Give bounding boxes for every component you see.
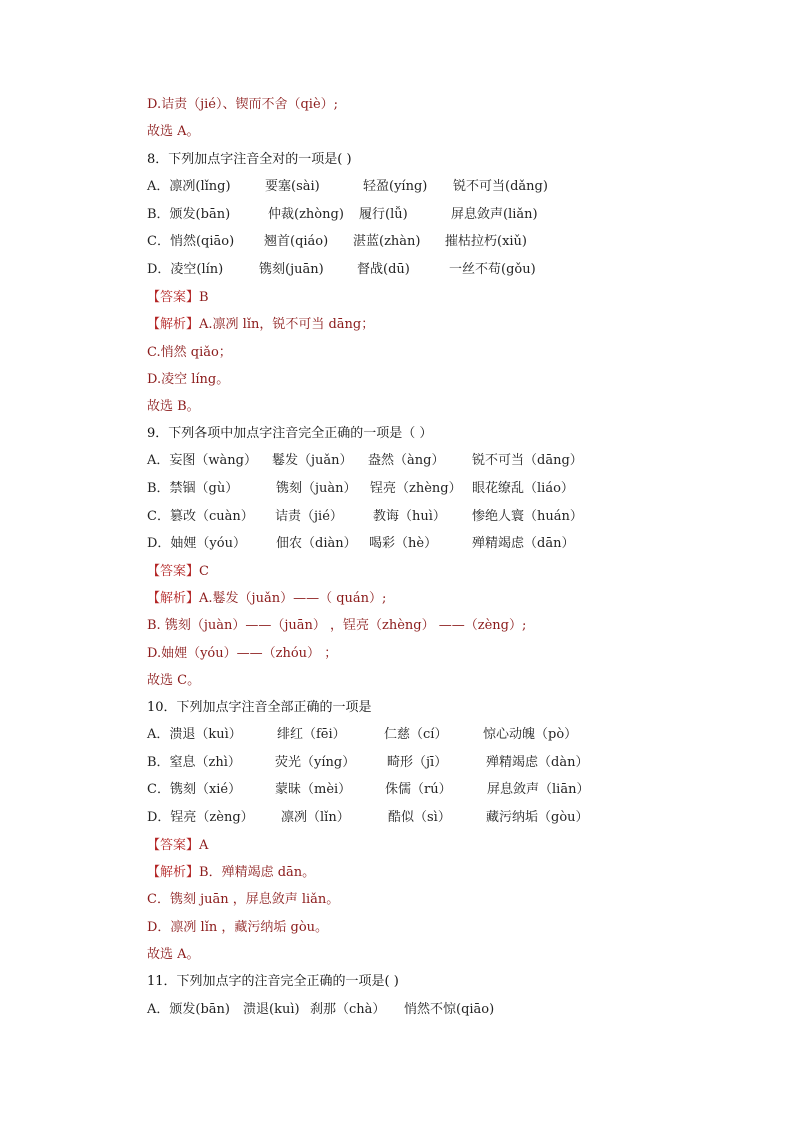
explanation-text: C.悄然 qiǎo； (147, 345, 232, 360)
question-8-option-c (147, 233, 527, 251)
option-item: C．镌刻（xié） (147, 782, 242, 797)
option-item: D．锃亮（zèng） (147, 810, 254, 825)
question-9-stem: 9．下列各项中加点字注音完全正确的一项是（ ） (147, 426, 433, 441)
question-10-selection: 故选 A。 (147, 947, 200, 962)
option-item: A．妄图（wàng） (147, 453, 257, 468)
answer-value: A (199, 838, 209, 853)
question-10-stem: 10．下列加点字注音全部正确的一项是 (147, 700, 372, 715)
option-item: 喝彩（hè） (369, 536, 438, 551)
option-item: 酷似（sì） (388, 810, 451, 825)
answer-tag: 【答案】 (147, 290, 200, 305)
option-item: 殚精竭虑（dān） (472, 536, 575, 551)
option-item: 要塞(sài) (265, 179, 320, 194)
previous-answer-line: D.诘责（jié）、锲而不舍（qiè）; (147, 97, 339, 112)
option-item: 惊心动魄（pò） (483, 727, 578, 742)
explanation-tag: 【解析】 (147, 865, 200, 880)
option-item: C．篡改（cuàn） (147, 509, 254, 524)
option-item: 锃亮（zhèng） (370, 481, 462, 496)
option-item: 镌刻（juàn） (276, 481, 357, 496)
option-item: B．窒息（zhì） (147, 755, 241, 770)
question-8-option-b (147, 206, 538, 224)
question-10-option-d (147, 809, 589, 827)
option-item: 鬈发（juǎn） (272, 453, 353, 468)
question-9-option-a (147, 452, 583, 470)
option-item: 锐不可当(dǎng) (453, 179, 548, 194)
explanation-text: D.凌空 líng。 (147, 372, 230, 387)
option-item: 畸形（jī） (387, 755, 448, 770)
option-item: 摧枯拉朽(xiǔ) (445, 234, 528, 249)
option-item: B．颁发(bān) (147, 207, 231, 222)
explanation-text: A.凛冽 lǐn，锐不可当 dāng； (199, 317, 375, 332)
explanation-tag: 【解析】 (147, 591, 200, 606)
question-11-option-a (147, 1001, 494, 1019)
option-item: 轻盈(yíng) (363, 179, 428, 194)
explanation-text: C．镌刻 juān ，屏息敛声 liǎn。 (147, 892, 340, 907)
option-item: 诘责（jié） (275, 509, 343, 524)
option-item: 锐不可当（dāng） (472, 453, 583, 468)
question-8-selection: 故选 B。 (147, 399, 200, 414)
option-item: 仁慈（cí） (384, 727, 448, 742)
option-item: 履行(lǚ) (359, 207, 408, 222)
question-10-answer (147, 837, 208, 855)
option-item: 督战(dū) (357, 262, 410, 277)
option-item: 悄然不惊(qiāo) (404, 1002, 495, 1017)
option-item: 荧光（yíng） (275, 755, 356, 770)
question-10-explanation (147, 864, 315, 882)
question-9-explanation (147, 590, 386, 608)
previous-selection: 故选 A。 (147, 124, 200, 139)
answer-tag: 【答案】 (147, 564, 200, 579)
option-item: 藏污纳垢（gòu） (486, 810, 589, 825)
question-9-option-b (147, 480, 574, 498)
option-item: 刹那（chà） (310, 1002, 386, 1017)
option-item: 一丝不苟(gǒu) (449, 262, 536, 277)
answer-value: C (199, 564, 209, 579)
question-9-answer (147, 563, 209, 581)
question-10-option-a (147, 726, 577, 744)
question-8-option-a (147, 178, 548, 196)
option-item: A．颁发(bān) (147, 1002, 230, 1017)
option-item: 镌刻(juān) (259, 262, 324, 277)
option-item: A．凛冽(lǐng) (147, 179, 231, 194)
option-item: 翘首(qiáo) (264, 234, 329, 249)
explanation-text: B．殚精竭虑 dān。 (199, 865, 316, 880)
option-item: 盎然（àng） (368, 453, 445, 468)
option-item: 仲裁(zhòng) (268, 207, 344, 222)
answer-value: B (199, 290, 209, 305)
option-item: 教诲（huì） (373, 509, 446, 524)
question-8-option-d (147, 261, 536, 279)
option-item: B．禁锢（gù） (147, 481, 239, 496)
option-item: 佃农（diàn） (276, 536, 357, 551)
option-item: 凛冽（lǐn） (281, 810, 350, 825)
option-item: 蒙昧（mèi） (275, 782, 352, 797)
option-item: 溃退(kuì) (243, 1002, 300, 1017)
explanation-tag: 【解析】 (147, 317, 200, 332)
explanation-text: B. 镌刻（juàn）——（juān） ，锃亮（zhèng） ——（zèng）; (147, 618, 527, 633)
option-item: 殚精竭虑（dàn） (486, 755, 589, 770)
question-9-option-c (147, 508, 583, 526)
option-item: 侏儒（rú） (385, 782, 452, 797)
question-9-selection: 故选 C。 (147, 673, 201, 688)
question-8-stem: 8．下列加点字注音全对的一项是( ) (147, 152, 352, 167)
option-item: C．悄然(qiāo) (147, 234, 235, 249)
question-9-option-d (147, 535, 574, 553)
explanation-text: A.鬈发（juǎn）——（ quán）; (199, 591, 387, 606)
option-item: 屏息敛声(liǎn) (451, 207, 538, 222)
option-item: 绯红（fēi） (277, 727, 346, 742)
answer-tag: 【答案】 (147, 838, 200, 853)
option-item: A．溃退（kuì） (147, 727, 242, 742)
option-item: 湛蓝(zhàn) (353, 234, 421, 249)
question-8-answer (147, 289, 209, 307)
option-item: 屏息敛声（liān） (487, 782, 590, 797)
option-item: D．凌空(lín) (147, 262, 224, 277)
option-item: 眼花缭乱（liáo） (472, 481, 574, 496)
option-item: D．妯娌（yóu） (147, 536, 246, 551)
explanation-text: D.妯娌（yóu）——（zhóu） ； (147, 646, 338, 661)
question-8-explanation (147, 316, 374, 334)
question-10-option-c (147, 781, 589, 799)
explanation-text: D．凛冽 lǐn ，藏污纳垢 gòu。 (147, 920, 329, 935)
question-10-option-b (147, 754, 588, 772)
option-item: 惨绝人寰（huán） (472, 509, 583, 524)
question-11-stem: 11．下列加点字的注音完全正确的一项是( ) (147, 974, 399, 989)
